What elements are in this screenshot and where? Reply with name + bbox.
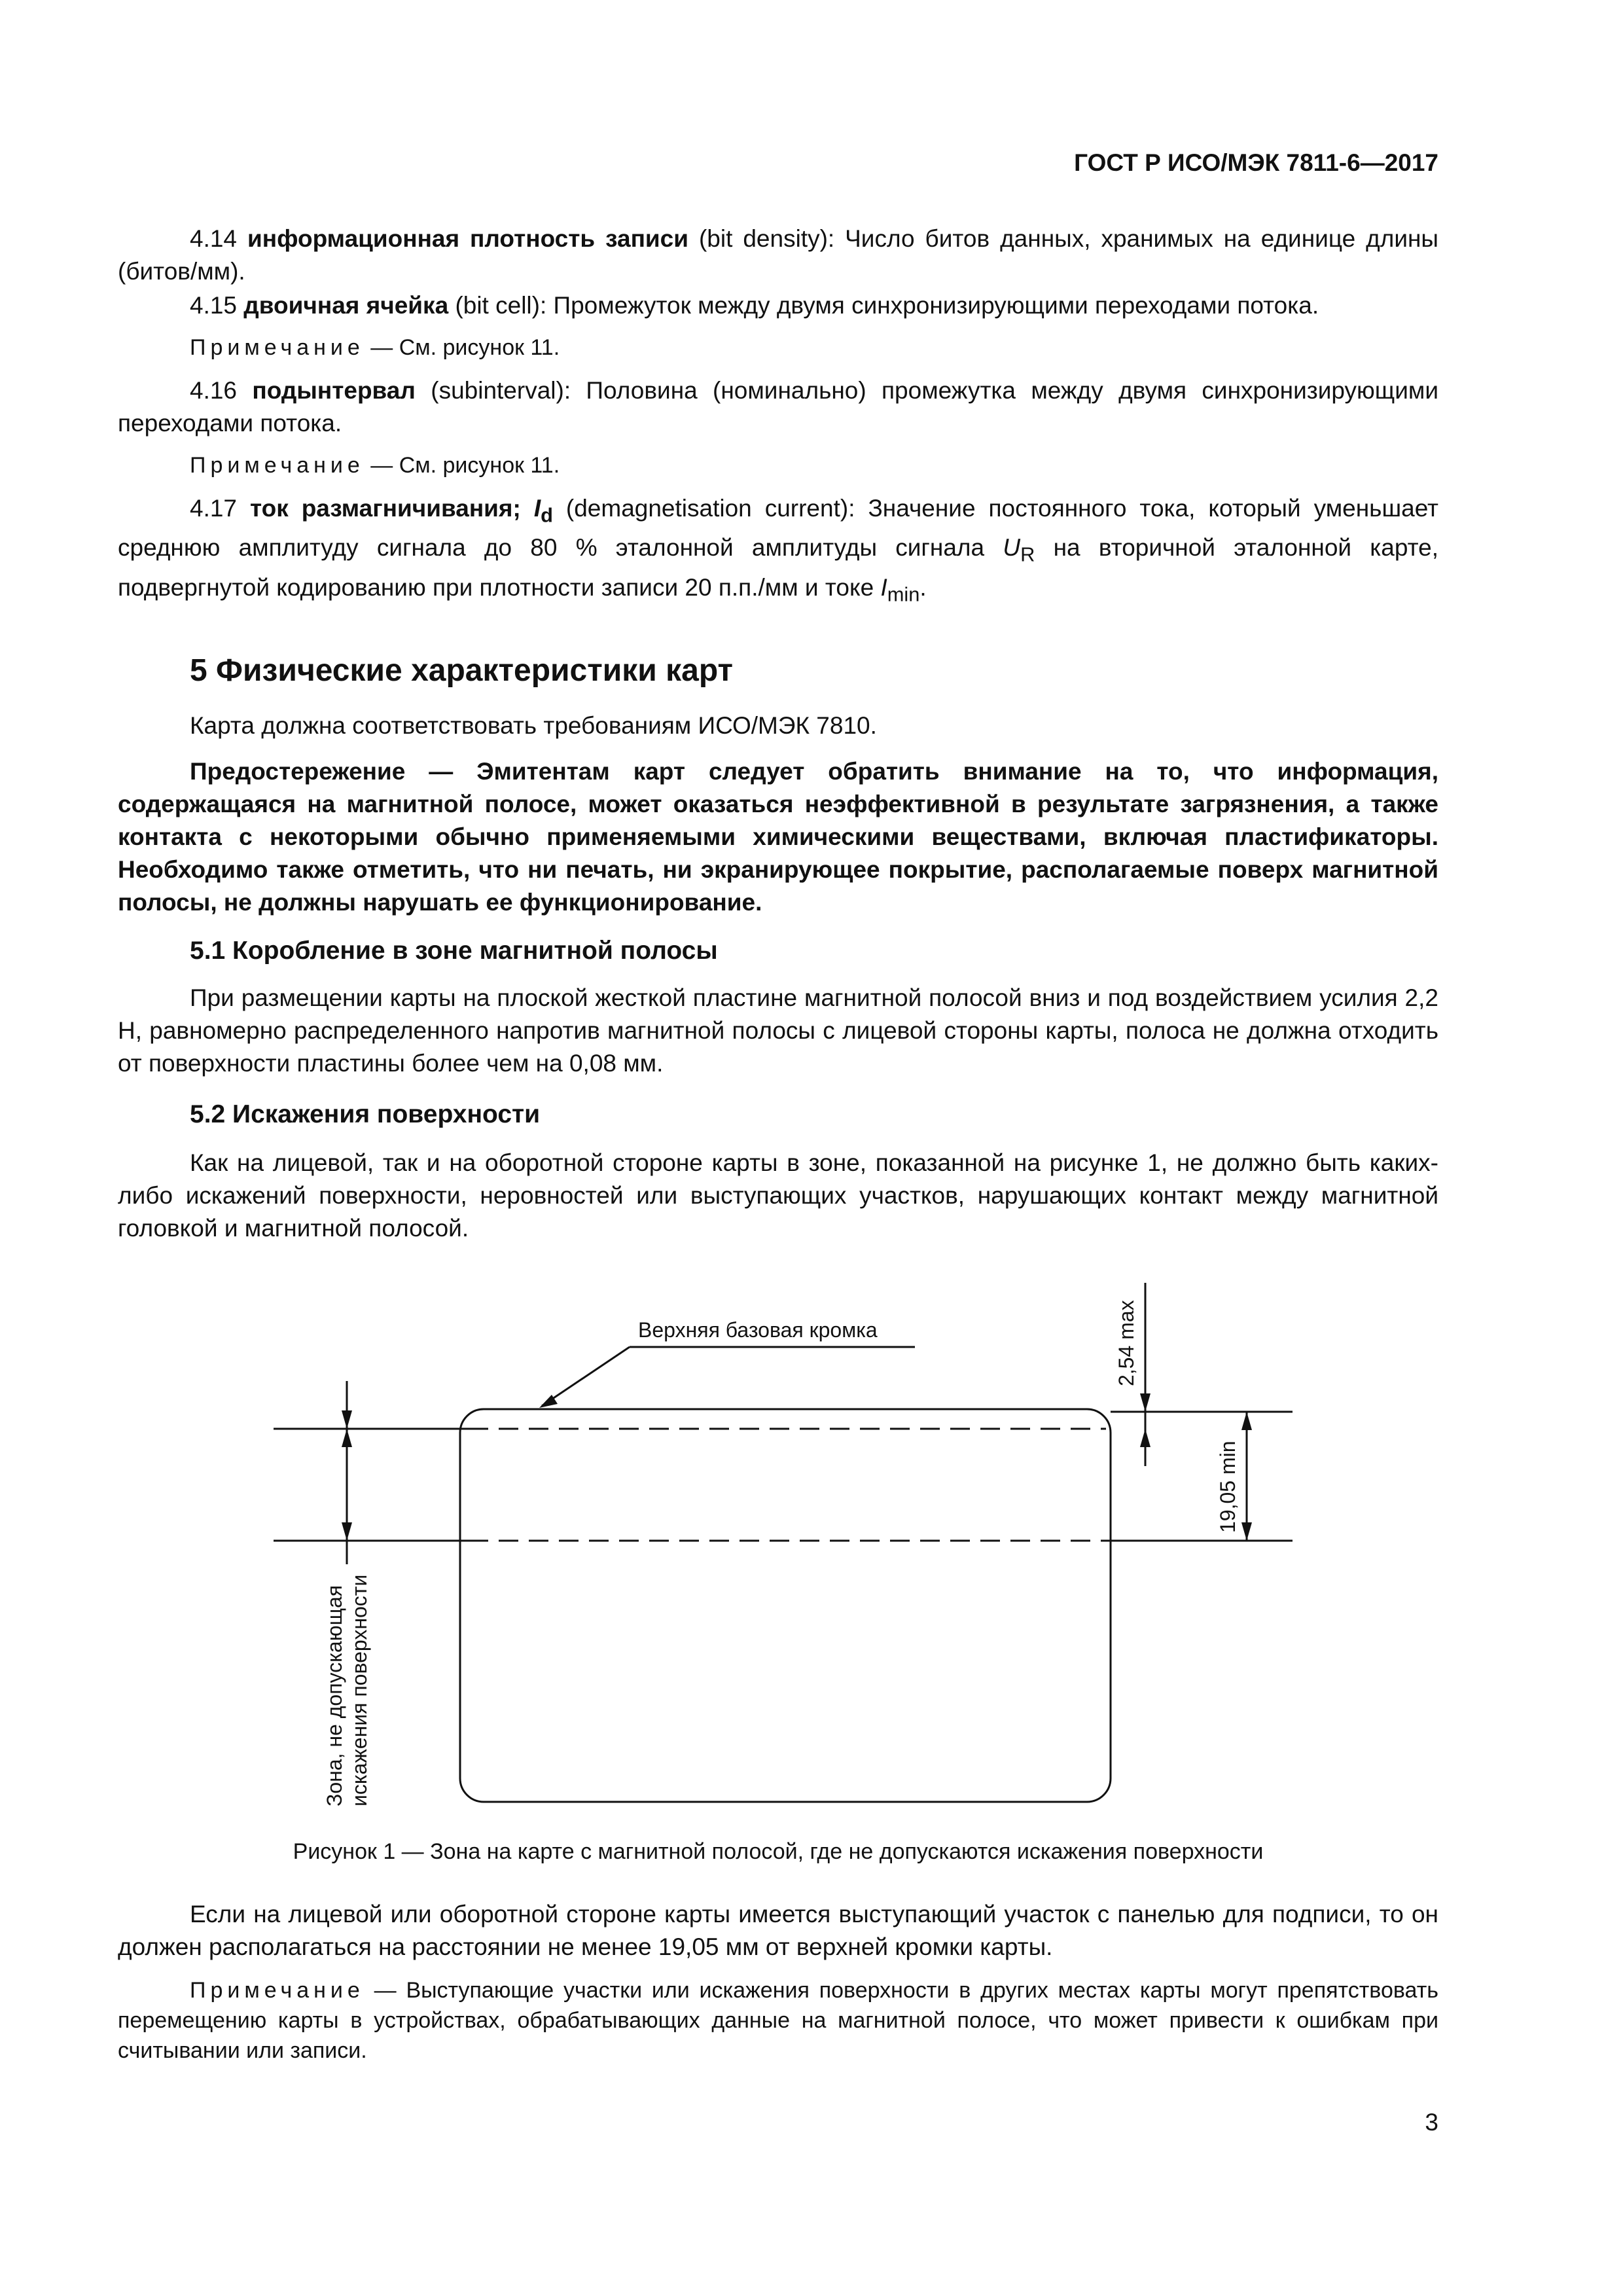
section-intro: Карта должна соответствовать требованиям ИСО/МЭК 7810. [190,712,877,739]
symbol-i: I [533,495,541,522]
symbol-subscript: d [541,503,553,527]
punctuation: . [919,573,927,601]
subsection-title: 5.2 Искажения поверхности [190,1100,541,1128]
arrow-head [342,1522,352,1541]
zone-label-line-2: искажения поверхности [348,1574,371,1806]
min-dimension-label: 19,05 min [1216,1441,1240,1533]
term-definition: (demagnetisation current): Значение постоянного тока, который уменьшает среднюю амплитуду сигнала до 80 % эталонной амплитуды сигнала [118,495,1438,562]
term-number: 4.14 [190,225,238,252]
term-number: 4.16 [190,377,238,404]
max-dimension-label: 2,54 max [1115,1300,1138,1386]
symbol-subscript: R [1020,543,1035,566]
arrow-head [1241,1522,1252,1541]
term-number: 4.15 [190,292,238,319]
symbol-u: U [1003,534,1021,562]
standard-header: ГОСТ Р ИСО/МЭК 7811-6—2017 [1074,149,1438,176]
note-label: Примечание [190,453,365,478]
subsection-text: Как на лицевой, так и на оборотной стороне карты в зоне, показанной на рисунке 1, не должно быть каких-либо искажений поверхности, неровностей или выступающих участков, нарушающих контакт между магнитной головкой и магнитной полосой. [118,1149,1438,1242]
top-edge-label: Верхняя базовая кромка [638,1318,878,1342]
after-figure [118,1898,1438,2066]
term-title: подынтервал [252,377,416,404]
note-label: Примечание [190,1978,365,2003]
signature-panel-paragraph: Если на лицевой или оборотной стороне карты имеется выступающий участок с панелью для подписи, то он должен располагаться на расстоянии не менее 19,05 мм от верхней кромки карты. [118,1901,1438,1960]
term-definition: (bit cell): Промежуток между двумя синхронизирующими переходами потока. [455,292,1319,319]
zone-label-line-1: Зона, не допускающая [323,1585,346,1806]
top-edge-leader [542,1347,630,1406]
arrow-head [1140,1429,1150,1447]
card-outline [460,1409,1111,1802]
term-number: 4.17 [190,495,238,522]
term-title: ток размагничивания; [249,495,521,522]
note-text: — См. рисунок 11. [370,335,560,360]
note [118,1975,1438,2066]
symbol-subscript: min [887,583,920,606]
arrow-head [342,1429,352,1447]
note-text: — См. рисунок 11. [370,453,560,478]
term-definition: (subinterval): Половина (номинально) промежутка между двумя синхронизирующими переходами потока. [118,377,1439,437]
term-definition: на вторичной эталонной карте, подвергнутой кодированию при плотности записи 20 п.п./мм и токе [118,534,1439,601]
arrow-head [1241,1412,1252,1430]
figure-caption: Рисунок 1 — Зона на карте с магнитной полосой, где не допускаются искажения поверхности [293,1839,1264,1864]
subsection-text: При размещении карты на плоской жесткой пластине магнитной полосой вниз и под воздействием усилия 2,2 Н, равномерно распределенного напротив магнитной полосы с лицевой стороны карты, полоса не должна отходить от поверхности пластины более чем на 0,08 мм. [118,984,1438,1077]
section-title: 5 Физические характеристики карт [190,653,734,688]
arrow-head [342,1410,352,1429]
note-label: Примечание [190,335,365,360]
page-number: 3 [1425,2109,1438,2136]
subsection-title: 5.1 Коробление в зоне магнитной полосы [190,937,718,965]
term-definition: (bit density): Число битов данных, хранимых на единице длины (битов/мм). [118,225,1439,285]
term-title: информационная плотность записи [247,225,688,252]
term-title: двоичная ячейка [243,292,449,319]
arrow-head [1140,1393,1150,1412]
symbol-i: I [880,573,887,601]
note-text: — Выступающие участки или искажения поверхности в других местах карты могут препятствовать перемещению карты в устройствах, обрабатывающих данные на магнитной полосе, что может привести к ошибкам при считывании или записи. [118,1978,1438,2063]
warning-paragraph: Предостережение — Эмитентам карт следует обратить внимание на то, что информация, содержащаяся на магнитной полосе, может оказаться неэффективной в результате загрязнения, а также контакта с некоторыми обычно применяемыми химическими веществами, включая пластификаторы. Необходимо также отметить, что ни печать, ни экранирующее покрытие, располагаемые поверх магнитной полосы, не должны нарушать ее функционирование. [118,758,1438,916]
